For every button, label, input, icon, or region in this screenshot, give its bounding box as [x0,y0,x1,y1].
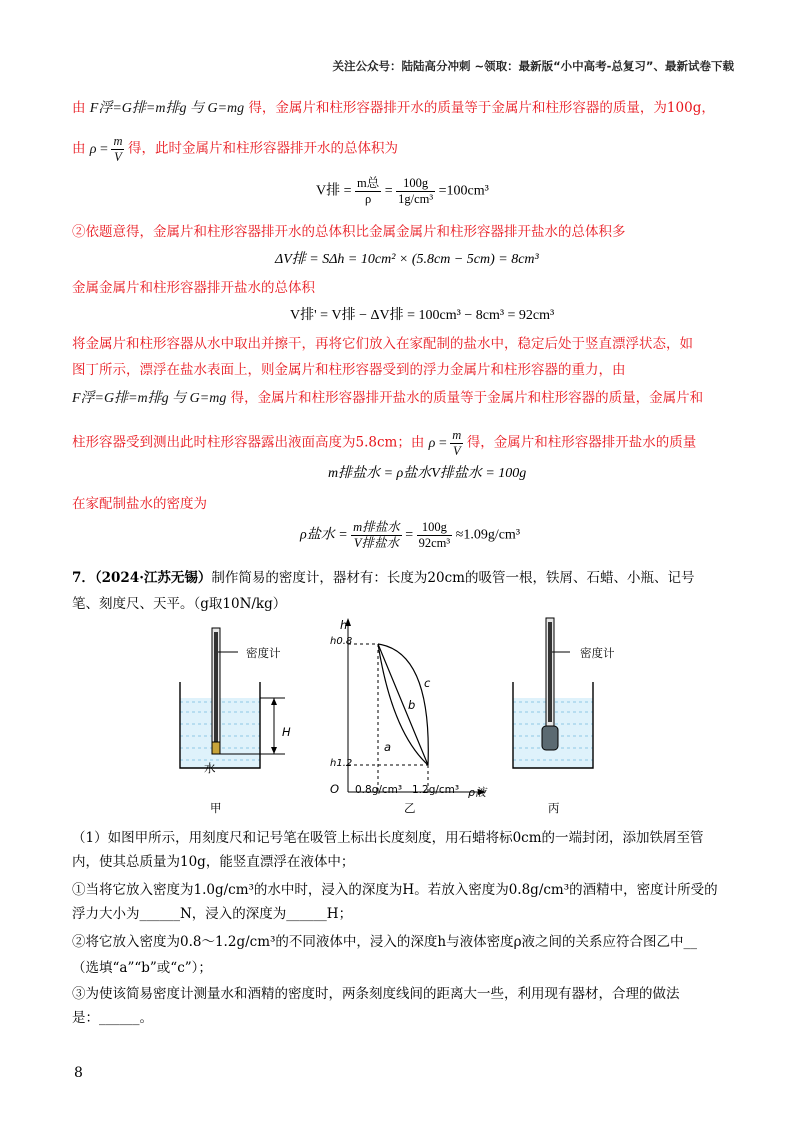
equation-volume-water: V排 = $\frac{\text{m总}}{\rho}$ = $\frac{100g}{\text{1g/cm³}}$ =100cm³ [316,176,489,206]
question-sub-2b: （选填“a”“b”或“c”）； [72,960,212,976]
equation-delta-volume: ΔV排 = SΔh = 10cm² × (5.8cm − 5cm) = 8cm³ [275,252,539,267]
yi-curve-b: b [408,698,416,712]
solution-line-3: ②依题意得，金属片和柱形容器排开水的总体积比金属金属片和柱形容器排开盐水的总体积多 [72,224,626,240]
question-sub-1b: 浮力大小为______N，浸入的深度为______H； [72,906,353,922]
solution-line-4: 金属金属片和柱形容器排开盐水的总体积 [72,280,315,296]
graph-yi [345,618,486,795]
question-7-line-1: 7．（2024·江苏无锡）制作简易的密度计，器材有：长度为20cm的吸管一根，铁屑、石蜡、小瓶、记号 [72,570,695,586]
bing-meter-label: 密度计 [580,646,615,660]
page-header: 关注公众号：陆陆高分冲刺 ~领取：最新版“小中高考-总复习”、最新试卷下载 [332,59,734,73]
question-sub-3a: ③为使该简易密度计测量水和酒精的密度时，两条刻度线间的距离大一些，利用现有器材，合理的做法 [72,986,680,1002]
question-part-1b: 内，使其总质量为10g，能竖直漂浮在液体中； [72,854,355,870]
caption-yi: 乙 [404,801,416,815]
solution-line-8: 柱形容器受到测出此时柱形容器露出液面高度为5.8cm；由 ρ = $\frac{m}{V}$ 得，金属片和柱形容器排开盐水的质量 [72,428,697,458]
question-7-line-2: 笔、刻度尺、天平。（g取10N/kg） [72,596,287,612]
yi-axis-h: h [340,618,348,632]
yi-x1: 0.8g/cm³ [355,784,403,796]
question-sub-3b: 是：______。 [72,1010,153,1026]
beaker-bing [513,618,593,768]
equation-brine-density: ρ盐水 = $\frac{\text{m排盐水}}{\text{V排盐水}}$ = $\frac{100g}{\text{92cm³}}$ ≈1.09g/cm³ [300,520,521,550]
jia-H-label: H [282,725,291,739]
page-number: 8 [74,1065,83,1081]
solution-line-7: F浮=G排=m排g 与 G=mg 得，金属片和柱形容器排开盐水的质量等于金属片和柱形容器的质量，金属片和 [72,390,704,406]
solution-line-2: 由 ρ = $\frac{m}{V}$ 得，此时金属片和柱形容器排开水的总体积为 [72,134,398,164]
yi-h12: h1.2 [330,758,353,769]
jia-meter-label: 密度计 [246,646,281,660]
solution-line-5: 将金属片和柱形容器从水中取出并擦干，再将它们放入在家配制的盐水中，稳定后处于竖直漂浮状态，如 [72,336,693,352]
question-part-1a: （1）如图甲所示，用刻度尺和记号笔在吸管上标出长度刻度，用石蜡将标0cm的一端封闭，添加铁屑至管 [72,830,704,846]
yi-x2: 1.2g/cm³ [412,784,460,796]
question-sub-1a: ①当将它放入密度为1.0g/cm³的水中时，浸入的深度为H。若放入密度为0.8g/cm³的酒精中，密度计所受的 [72,882,718,898]
yi-curve-a: a [384,740,392,754]
yi-xaxis: ρ液 [468,786,486,799]
solution-line-6: 图丁所示，漂浮在盐水表面上，则金属片和柱形容器受到的浮力金属片和柱形容器的重力，由 [72,362,626,378]
jia-water-label: 水 [204,761,216,775]
equation-mass-brine: m排盐水 = ρ盐水V排盐水 = 100g [328,466,527,481]
caption-bing: 丙 [548,801,560,815]
caption-jia: 甲 [210,801,222,815]
solution-line-1: 由 F浮=G排=m排g 与 G=mg 得，金属片和柱形容器排开水的质量等于金属片和柱形容器的质量，为100g， [72,100,715,116]
question-sub-2a: ②将它放入密度为0.8～1.2g/cm³的不同液体中，浸入的深度h与液体密度ρ液之间的关系应符合图乙中__ [72,934,698,950]
yi-h08: h0.8 [330,636,353,647]
equation-volume-brine: V排' = V排 − ΔV排 = 100cm³ − 8cm³ = 92cm³ [290,308,555,323]
solution-line-9: 在家配制盐水的密度为 [72,496,207,512]
yi-origin: O [330,782,340,796]
yi-curve-c: c [424,676,431,690]
formula-buoyancy: F浮=G排=m排g 与 G=mg [89,101,245,116]
